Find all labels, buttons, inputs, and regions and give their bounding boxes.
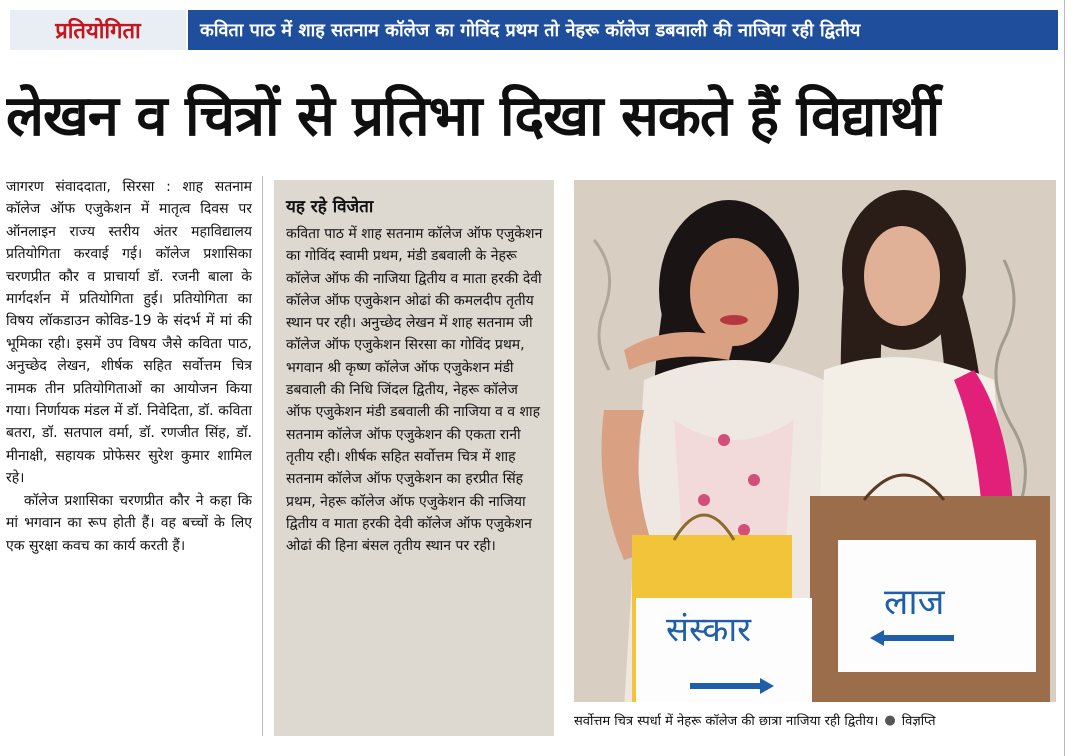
photo-credit: विज्ञप्ति xyxy=(901,714,936,729)
column-divider xyxy=(262,176,263,736)
caption-text: सर्वोत्तम चित्र स्पर्धा में नेहरू कॉलेज की छात्रा नाजिया रही द्वितीय। xyxy=(574,714,879,729)
winners-title: यह रहे विजेता xyxy=(286,197,374,217)
photo-caption xyxy=(574,707,1056,733)
subheadline: कविता पाठ में शाह सतनाम कॉलेज का गोविंद प्रथम तो नेहरू कॉलेज डबवाली की नाजिया रही द्वितीय xyxy=(188,10,1058,50)
adjacent-column-clipped xyxy=(1064,0,1080,756)
section-tag: प्रतियोगिता xyxy=(10,10,186,50)
headline: लेखन व चित्रों से प्रतिभा दिखा सकते हैं विद्यार्थी xyxy=(6,83,940,149)
article-paragraph: कॉलेज प्रशासिका चरणप्रीत कौर ने कहा कि मां भगवान का रूप होती हैं। वह बच्चों के लिए एक सुरक्षा कवच का कार्य करती हैं। xyxy=(6,492,252,554)
winners-box xyxy=(274,180,554,736)
article-column xyxy=(6,176,252,746)
article-paragraph: जागरण संवाददाता, सिरसा : शाह सतनाम कॉलेज ऑफ एजुकेशन में मातृत्व दिवस पर ऑनलाइन राज्य स्तरीय अंतर महाविद्यालय प्रतियोगिता करवाई गई। कॉलेज प्रशासिका चरणप्रीत कौर व प्राचार्या डॉ. रजनी बाला के मार्गदर्शन में प्रतियोगिता हुई। प्रतियोगिता का विषय लॉकडाउन कोविड-19 के संदर्भ में मां की भूमिका रही। इसमें उप विषय जैसे कविता पाठ, अनुच्छेद लेखन, शीर्षक सहित सर्वोत्तम चित्र नामक तीन प्रतियोगिताओं का आयोजन किया गया। निर्णायक मंडल में डॉ. निवेदिता, डॉ. कविता बतरा, डॉ. सतपाल वर्मा, डॉ. रणजीत सिंह, डॉ. मीनाक्षी, सहायक प्रोफेसर सुरेश कुमार शामिल रहे। xyxy=(6,179,252,487)
caption-bullet-icon: ● xyxy=(884,712,896,728)
sign-text-sanskar: संस्कार xyxy=(666,610,752,650)
winners-text: कविता पाठ में शाह सतनाम कॉलेज ऑफ एजुकेशन का गोविंद स्वामी प्रथम, मंडी डबवाली के नेहरू कॉलेज ऑफ की नाजिया द्वितीय व माता हरकी देवी कॉलेज ऑफ एजुकेशन ओढां की कमलदीप तृतीय स्थान पर रही। अनुच्छेद लेखन में शाह सतनाम जी कॉलेज ऑफ एजुकेशन सिरसा का गोविंद प्रथम, भगवान श्री कृष्ण कॉलेज ऑफ एजुकेशन मंडी डबवाली की निधि जिंदल द्वितीय, नेहरू कॉलेज ऑफ एजुकेशन मंडी डबवाली की नाजिया व व शाह सतनाम कॉलेज ऑफ एजुकेशन की एकता रानी तृतीय रही। शीर्षक सहित सर्वोत्तम चित्र में शाह सतनाम कॉलेज ऑफ एजुकेशन का हरप्रीत सिंह प्रथम, नेहरू कॉलेज ऑफ एजुकेशन की नाजिया द्वितीय व माता हरकी देवी कॉलेज ऑफ एजुकेशन ओढां की हिना बंसल तृतीय स्थान पर रही। xyxy=(286,226,543,555)
edge-rule xyxy=(1064,0,1065,756)
news-photo xyxy=(574,180,1056,702)
sign-text-laaj: लाज xyxy=(884,582,945,623)
